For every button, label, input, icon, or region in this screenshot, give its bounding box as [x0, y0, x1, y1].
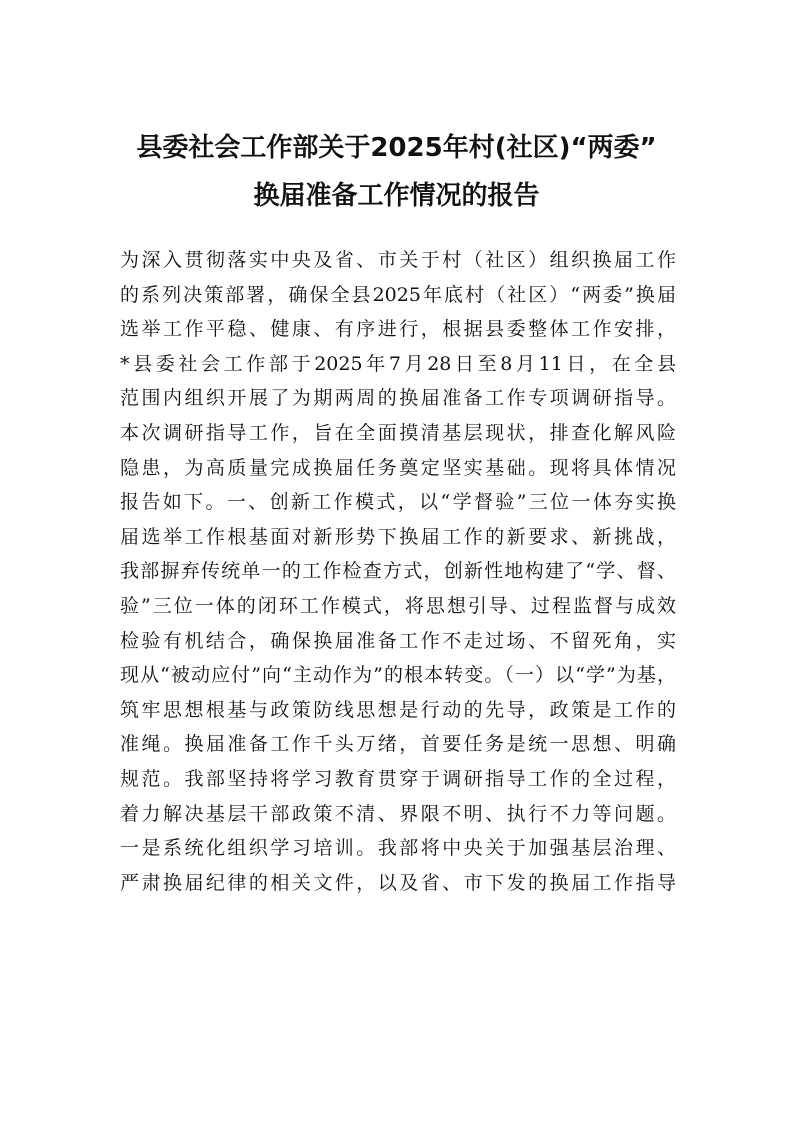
body-line: 检验有机结合，确保换届准备工作不走过场、不留死角，实	[120, 629, 676, 652]
title-line-2: 换届准备工作情况的报告	[253, 181, 540, 211]
body-line: 规范。我部坚持将学习教育贯穿于调研指导工作的全过程，	[120, 767, 676, 790]
body-line: 本次调研指导工作，旨在全面摸清基层现状，排查化解风险	[120, 421, 676, 444]
body-line: 范围内组织开展了为期两周的换届准备工作专项调研指导。	[120, 387, 676, 410]
body-line: 报告如下。一、创新工作模式，以“学督验”三位一体夯实换	[120, 491, 676, 514]
body-line: 一是系统化组织学习培训。我部将中央关于加强基层治理、	[120, 837, 676, 860]
body-line: 隐患，为高质量完成换届任务奠定坚实基础。现将具体情况	[120, 456, 676, 479]
body-line: *县委社会工作部于2025年7月28日至8月11日，在全县	[120, 352, 676, 375]
body-line: 的系列决策部署，确保全县2025年底村（社区）“两委”换届	[120, 283, 676, 306]
body-line: 着力解决基层干部政策不清、界限不明、执行不力等问题。	[120, 802, 676, 825]
document-title	[60, 124, 733, 220]
body-line: 准绳。换届准备工作千头万绪，首要任务是统一思想、明确	[120, 733, 676, 756]
body-line: 筑牢思想根基与政策防线思想是行动的先导，政策是工作的	[120, 698, 676, 721]
body-line: 我部摒弃传统单一的工作检查方式，创新性地构建了“学、督、	[120, 560, 676, 583]
body-line: 验”三位一体的闭环工作模式，将思想引导、过程监督与成效	[120, 594, 676, 617]
body-line: 现从“被动应付”向“主动作为”的根本转变。（一）以“学”为基，	[120, 664, 676, 687]
body-line: 为深入贯彻落实中央及省、市关于村（社区）组织换届工作	[120, 249, 676, 271]
title-line-1: 县委社会工作部关于2025年村(社区)“两委”	[136, 133, 657, 163]
body-line: 选举工作平稳、健康、有序进行，根据县委整体工作安排，	[120, 318, 676, 341]
document-body	[120, 243, 680, 900]
body-line: 届选举工作根基面对新形势下换届工作的新要求、新挑战，	[120, 525, 676, 548]
body-line: 严肃换届纪律的相关文件，以及省、市下发的换届工作指导	[120, 871, 676, 894]
